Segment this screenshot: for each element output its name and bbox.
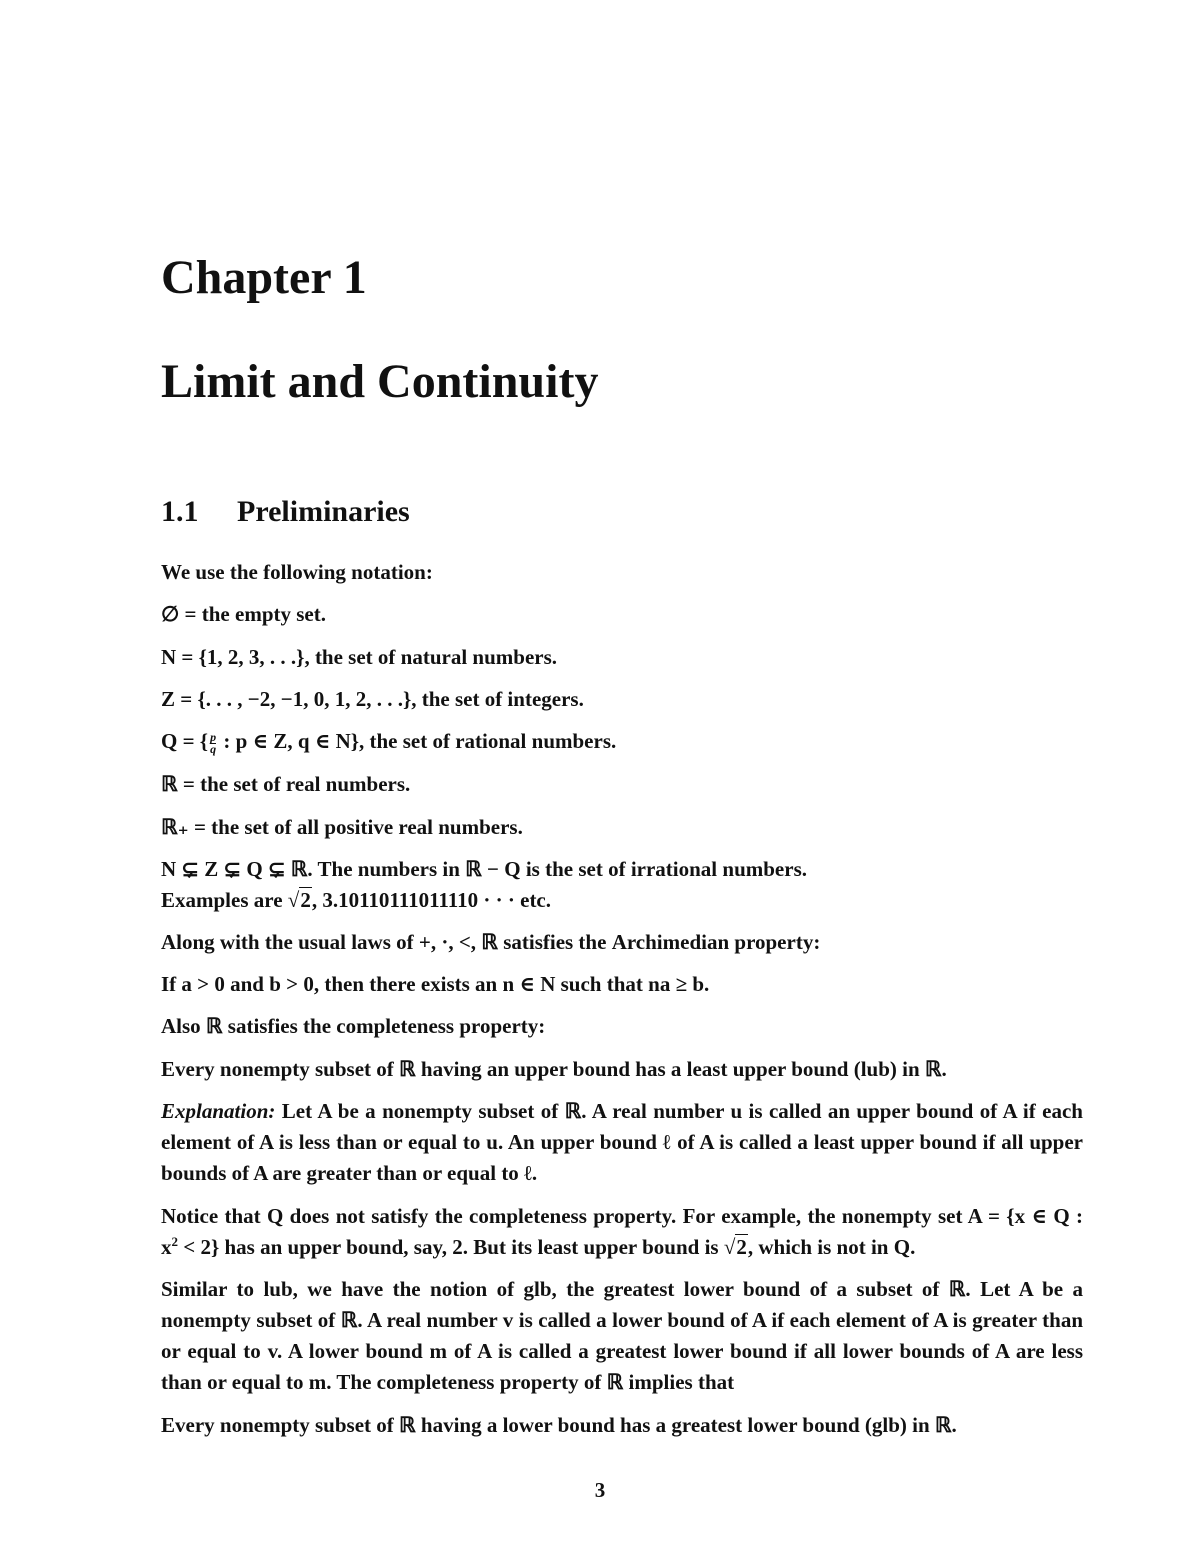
paragraph-rationals xyxy=(161,726,1083,757)
paragraph-archimedean-statement: If a > 0 and b > 0, then there exists an n ∈ N such that na ≥ b. xyxy=(161,972,710,996)
chapter-title: Limit and Continuity xyxy=(161,355,599,408)
fraction-numerator: p xyxy=(210,729,217,744)
paragraph-notation-intro: We use the following notation: xyxy=(161,560,433,584)
paragraph-inclusions xyxy=(161,854,1083,916)
naturals-symbol: N xyxy=(161,645,177,669)
notice-superscript: 2 xyxy=(171,1234,178,1249)
paragraph-integers xyxy=(161,684,1083,715)
paragraph-lub-statement: Every nonempty subset of ℝ having an upper bound has a least upper bound (lub) in ℝ. xyxy=(161,1057,947,1081)
rationals-symbol: Q xyxy=(161,729,178,753)
rationals-text-1: : p ∈ xyxy=(218,729,274,753)
integers-symbol: Z xyxy=(161,687,176,711)
integers-text: = {. . . , −2, −1, 0, 1, 2, . . .}, the set of integers. xyxy=(175,687,584,711)
rationals-text-3: }, the set of rational numbers. xyxy=(350,729,617,753)
section-heading xyxy=(161,492,410,532)
paragraph-reals xyxy=(161,769,1083,800)
archimedean-property-term: Archimedian property xyxy=(611,930,814,954)
section-number: 1.1 xyxy=(161,495,199,528)
notice-text-b: < 2} has an upper bound, say, 2. But its least upper bound is xyxy=(178,1235,724,1259)
paragraph-empty-set: ∅ = the empty set. xyxy=(161,602,326,626)
fraction-denominator: q xyxy=(210,741,217,756)
inclusions-line-1: N ⊊ Z ⊊ Q ⊊ ℝ. The numbers in ℝ − Q is the set of irrational numbers. xyxy=(161,857,807,881)
rationals-Z: Z xyxy=(273,729,288,753)
paragraph-notice xyxy=(161,1201,1083,1263)
explanation-text: Let A be a nonempty subset of ℝ. A real number u is called an upper bound of A if each element of A is less than or equal to u. An upper bound ℓ of A is called a least upper bound if all upper bounds of A are greater than or equal to ℓ. xyxy=(161,1099,1083,1185)
sqrt-radicand: 2 xyxy=(300,888,311,912)
paragraph-glb: Similar to lub, we have the notion of glb, the greatest lower bound of a subset of ℝ. Let A be a nonempty subset of ℝ. A real number v is called a lower bound of A if each element of A is greater than or equal to v. A lower bound m of A is called a greatest lower bound if all lower bounds of A are less than or equal to m. The completeness property of ℝ implies that xyxy=(161,1277,1083,1394)
rationals-text-2: , q ∈ xyxy=(287,729,336,753)
paragraph-explanation xyxy=(161,1096,1083,1189)
completeness-property-term: completeness property xyxy=(336,1014,539,1038)
rationals-N: N xyxy=(335,729,351,753)
positive-reals-symbol: ℝ₊ xyxy=(161,815,189,839)
page-number: 3 xyxy=(594,1478,606,1502)
sqrt-two-notice: √2 xyxy=(723,1235,747,1259)
explanation-label: Explanation: xyxy=(161,1099,276,1123)
chapter-number: Chapter 1 xyxy=(161,251,367,304)
paragraph-completeness xyxy=(161,1011,1083,1042)
section-title: Preliminaries xyxy=(237,495,410,528)
archimedean-text: Along with the usual laws of +, ·, <, ℝ satisfies the xyxy=(161,930,612,954)
paragraph-glb-statement: Every nonempty subset of ℝ having a lower bound has a greatest lower bound (glb) in ℝ. xyxy=(161,1413,957,1437)
notice-text-a: Notice that Q does not satisfy the completeness property. For example, the nonempty set A = {x ∈ Q : x xyxy=(161,1204,1083,1259)
reals-symbol: ℝ xyxy=(161,772,178,796)
inclusions-line-2a: Examples are xyxy=(161,888,288,912)
paragraph-archimedean xyxy=(161,927,1083,958)
sqrt-two: √2 xyxy=(287,888,311,912)
rationals-eq: = { xyxy=(177,729,209,753)
notice-text-c: , which is not in Q. xyxy=(747,1235,916,1259)
naturals-text: = {1, 2, 3, . . .}, the set of natural numbers. xyxy=(176,645,558,669)
paragraph-positive-reals xyxy=(161,812,1083,843)
completeness-colon: : xyxy=(538,1014,546,1038)
paragraph-naturals xyxy=(161,642,1083,673)
positive-reals-text: = the set of all positive real numbers. xyxy=(188,815,523,839)
archimedean-colon: : xyxy=(813,930,821,954)
completeness-text: Also ℝ satisfies the xyxy=(161,1014,337,1038)
inclusions-line-2b: , 3.10110111011110 · · · etc. xyxy=(311,888,552,912)
reals-text: = the set of real numbers. xyxy=(177,772,411,796)
fraction-p-over-q xyxy=(210,729,217,756)
sqrt-radicand-notice: 2 xyxy=(736,1235,747,1259)
